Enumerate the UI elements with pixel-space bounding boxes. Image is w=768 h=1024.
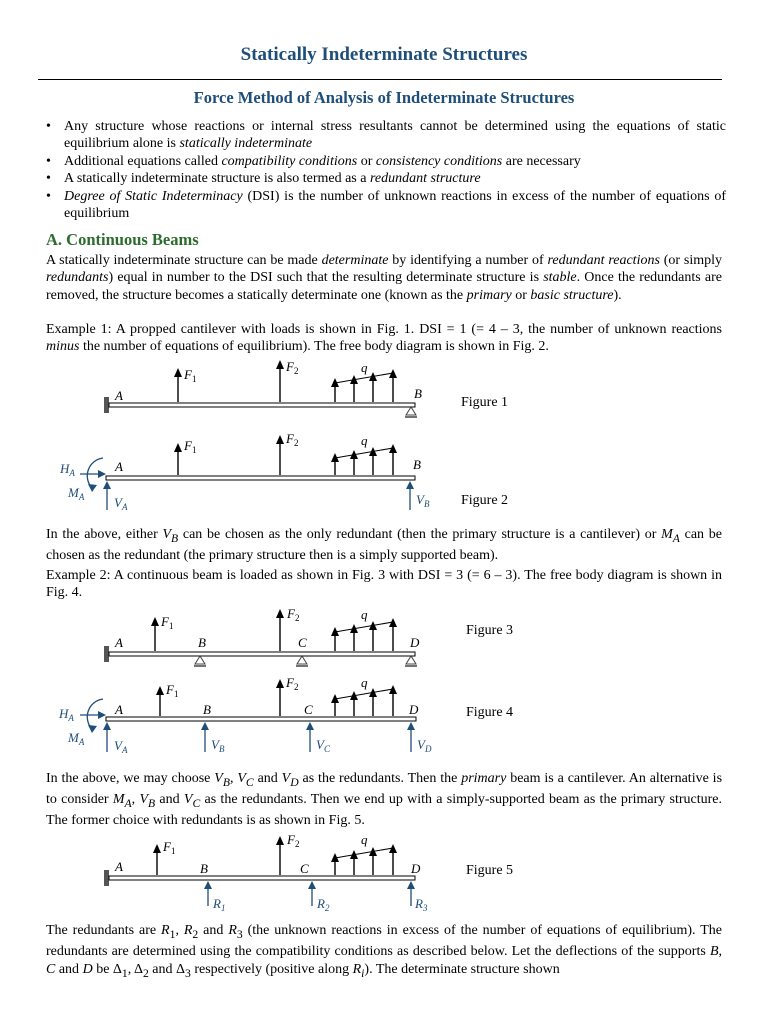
label-f1: $F_1$	[184, 367, 197, 384]
fixed-support-icon	[104, 397, 109, 413]
roller-support-d-icon	[405, 656, 417, 666]
bullet-item: • Degree of Static Indeterminacy (DSI) is the number of unknown reactions in excess of the number of equations of equilibrium	[46, 188, 726, 223]
roller-support-icon	[405, 407, 417, 417]
label-f2: $F_2$	[287, 832, 300, 849]
arrowhead-icon	[276, 360, 284, 369]
arrowhead-icon	[276, 679, 284, 688]
label-r1: $R_1$	[213, 896, 226, 913]
label-b: B	[200, 861, 208, 876]
beam	[109, 876, 415, 880]
paragraph-compatibility: The redundants are $R_1$, $R_2$ and $R_3$ (the unknown reactions in excess of the number of equations of equilibrium). The redundants are determined using the compatibility conditions as described below. Let the deflections of the supports B, C and D be $\Delta_1$, $\Delta_2$ and $\Delta_3$ respectively (positive along $R_i$). The determinate structure shown	[46, 923, 722, 980]
label-f1: $F_1$	[166, 682, 179, 699]
label-f1: $F_1$	[161, 614, 174, 631]
label-ha: $H_A$	[59, 706, 74, 723]
beam	[106, 717, 416, 721]
figure-4-caption: Figure 4	[466, 705, 514, 720]
section-heading-continuous-beams: A. Continuous Beams	[46, 230, 199, 249]
arrowhead-icon	[407, 881, 415, 889]
label-q: q	[361, 360, 368, 375]
label-vd: $V_D$	[417, 737, 432, 754]
figure-2-diagram	[0, 428, 768, 516]
arrowhead-icon	[204, 881, 212, 889]
beam	[106, 476, 415, 480]
figure-1-caption: Figure 1	[461, 395, 509, 410]
arrowhead-icon	[98, 711, 106, 719]
arrowhead-icon	[174, 368, 182, 377]
arrowhead-icon	[88, 725, 97, 733]
label-b: B	[414, 386, 422, 401]
label-b: B	[203, 702, 211, 717]
label-d: D	[410, 635, 420, 650]
figure-5-caption: Figure 5	[466, 863, 514, 878]
arrowhead-icon	[406, 481, 414, 489]
label-a: A	[115, 635, 123, 650]
page-subtitle: Force Method of Analysis of Indeterminate Structures	[193, 88, 575, 107]
roller-support-b-icon	[194, 656, 206, 666]
arrowhead-icon	[308, 881, 316, 889]
label-ma: $M_A$	[68, 485, 85, 502]
label-f2: $F_2$	[286, 675, 299, 692]
arrowhead-icon	[201, 722, 209, 730]
label-r2: $R_2$	[317, 896, 330, 913]
arrowhead-icon	[88, 484, 97, 492]
label-d: D	[411, 861, 421, 876]
bullet-item: • A statically indeterminate structure is also termed as a redundant structure	[46, 170, 726, 187]
arrowhead-icon	[407, 722, 415, 730]
arrowhead-icon	[98, 470, 106, 478]
arrowhead-icon	[306, 722, 314, 730]
arrowhead-icon	[156, 686, 164, 695]
label-b: B	[413, 457, 421, 472]
bullet-item: • Additional equations called compatibility conditions or consistency conditions are necessary	[46, 153, 726, 170]
label-c: C	[300, 861, 309, 876]
distributed-load-q	[331, 444, 397, 475]
fixed-support-icon	[104, 870, 109, 886]
paragraph-example-2: Example 2: A continuous beam is loaded as shown in Fig. 3 with DSI = 3 (= 6 – 3). The free body diagram is shown in Fig. 4.	[46, 568, 722, 601]
label-q: q	[361, 675, 368, 690]
label-f1: $F_1$	[163, 839, 176, 856]
distributed-load-q	[331, 844, 397, 875]
label-c: C	[304, 702, 313, 717]
label-vc: $V_C$	[316, 737, 330, 754]
arrowhead-icon	[174, 443, 182, 452]
label-f1: $F_1$	[184, 438, 197, 455]
figure-1-diagram	[0, 355, 768, 425]
arrowhead-icon	[153, 844, 161, 853]
arrowhead-icon	[276, 836, 284, 845]
label-a: A	[115, 702, 123, 717]
label-r3: $R_3$	[415, 896, 428, 913]
label-a: A	[115, 388, 123, 403]
label-d: D	[409, 702, 419, 717]
label-va: $V_A$	[114, 738, 128, 755]
label-q: q	[361, 832, 368, 847]
paragraph-redundant-choice: In the above, either $V_B$ can be chosen as the only redundant (then the primary structure is a cantilever) or $M_A$ can be chosen as the redundant (the primary structure then is a simply supported beam).	[46, 527, 722, 564]
label-f2: $F_2$	[286, 431, 299, 448]
label-ha: $H_A$	[60, 461, 75, 478]
page-title: Statically Indeterminate Structures	[240, 44, 528, 65]
label-q: q	[361, 433, 368, 448]
roller-support-c-icon	[296, 656, 308, 666]
arrowhead-icon	[151, 617, 159, 626]
bullet-list	[46, 118, 726, 222]
fixed-support-icon	[104, 646, 109, 662]
label-a: A	[115, 459, 123, 474]
paragraph-example-1: Example 1: A propped cantilever with loads is shown in Fig. 1. DSI = 1 (= 4 – 3, the number of unknown reactions minus the number of equations of equilibrium). The free body diagram is shown in Fig. 2.	[46, 322, 722, 355]
label-vb: $V_B$	[211, 737, 225, 754]
figure-4-diagram	[0, 674, 768, 758]
figure-3-diagram	[0, 604, 768, 674]
label-c: C	[298, 635, 307, 650]
title-rule	[38, 79, 722, 80]
paragraph-redundants: A statically indeterminate structure can be made determinate by identifying a number of redundant reactions (or simply redundants) equal in number to the DSI such that the resulting determinate structure is stable. Once the redundants are removed, the structure becomes a statically determinate one (known as the primary or basic structure).	[46, 253, 723, 303]
label-f2: $F_2$	[286, 359, 299, 376]
figure-2-caption: Figure 2	[461, 493, 509, 508]
arrowhead-icon	[276, 609, 284, 618]
label-q: q	[361, 607, 368, 622]
paragraph-redundant-options: In the above, we may choose $V_B$, $V_C$ and $V_D$ as the redundants. Then the primary beam is a cantilever. An alternative is to consider $M_A$, $V_B$ and $V_C$ as the redundants. Then we end up with a simply-supported beam as the primary structure. The former choice with redundants is as shown in Fig. 5.	[46, 771, 723, 829]
figure-3-caption: Figure 3	[466, 623, 514, 638]
label-va: $V_A$	[114, 495, 128, 512]
beam	[109, 652, 415, 656]
distributed-load-q	[331, 618, 397, 651]
arrowhead-icon	[103, 722, 111, 730]
label-vb: $V_B$	[416, 492, 430, 509]
beam	[109, 403, 415, 407]
bullet-item: • Any structure whose reactions or internal stress resultants cannot be determined using the equations of static equilibrium alone is statically indeterminate	[46, 118, 726, 153]
arrowhead-icon	[276, 435, 284, 444]
label-b: B	[198, 635, 206, 650]
label-ma: $M_A$	[68, 730, 85, 747]
label-f2: $F_2$	[287, 606, 300, 623]
label-a: A	[115, 859, 123, 874]
figure-5-diagram	[0, 830, 768, 918]
arrowhead-icon	[103, 481, 111, 489]
